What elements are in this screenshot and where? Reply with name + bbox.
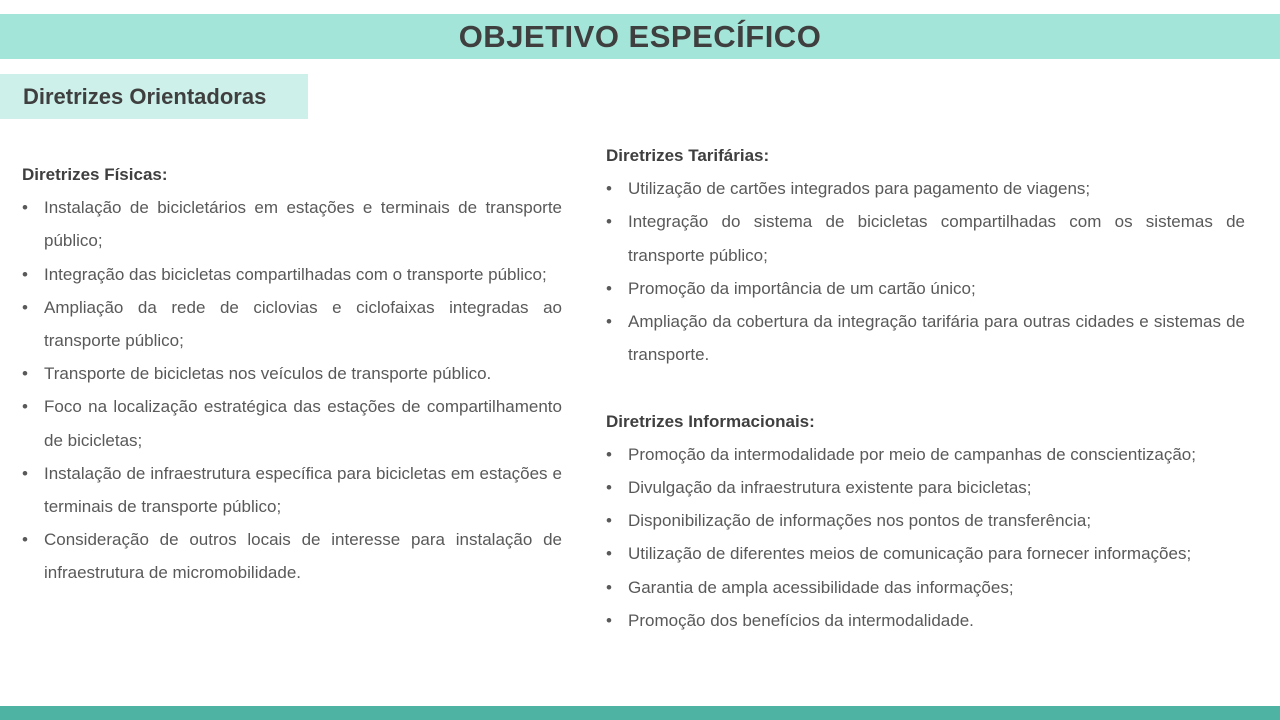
list-item: • Utilização de cartões integrados para pagamento de viagens; — [606, 172, 1245, 205]
list-item: • Promoção da importância de um cartão único; — [606, 272, 1245, 305]
bottom-bar — [0, 706, 1280, 720]
list-item: • Disponibilização de informações nos pontos de transferência; — [606, 504, 1245, 537]
list-item: • Foco na localização estratégica das estações de compartilhamento de bicicletas; — [22, 390, 562, 456]
section-heading-tarifarias: Diretrizes Tarifárias: — [606, 146, 770, 165]
list-tarifarias — [606, 172, 1245, 371]
left-column — [22, 158, 562, 590]
list-item: • Instalação de bicicletários em estações e terminais de transporte público; — [22, 191, 562, 257]
list-item: • Integração do sistema de bicicletas compartilhadas com os sistemas de transporte público; — [606, 205, 1245, 271]
list-item: • Consideração de outros locais de interesse para instalação de infraestrutura de micromobilidade. — [22, 523, 562, 589]
list-fisicas — [22, 191, 562, 589]
page-title: OBJETIVO ESPECÍFICO — [458, 19, 822, 54]
list-item: • Ampliação da cobertura da integração tarifária para outras cidades e sistemas de transporte. — [606, 305, 1245, 371]
list-item: • Integração das bicicletas compartilhadas com o transporte público; — [22, 258, 562, 291]
page-subtitle: Diretrizes Orientadoras — [23, 84, 267, 109]
list-item: • Utilização de diferentes meios de comunicação para fornecer informações; — [606, 537, 1245, 570]
list-item: • Ampliação da rede de ciclovias e ciclofaixas integradas ao transporte público; — [22, 291, 562, 357]
list-informacionais — [606, 438, 1245, 637]
list-item: • Divulgação da infraestrutura existente para bicicletas; — [606, 471, 1245, 504]
list-item: • Instalação de infraestrutura específica para bicicletas em estações e terminais de transporte público; — [22, 457, 562, 523]
section-heading-fisicas: Diretrizes Físicas: — [22, 165, 168, 184]
list-item: • Promoção da intermodalidade por meio de campanhas de conscientização; — [606, 438, 1245, 471]
list-item: • Garantia de ampla acessibilidade das informações; — [606, 571, 1245, 604]
right-column — [606, 139, 1245, 637]
section-heading-informacionais: Diretrizes Informacionais: — [606, 411, 815, 431]
list-item: • Promoção dos benefícios da intermodalidade. — [606, 604, 1245, 637]
list-item: • Transporte de bicicletas nos veículos de transporte público. — [22, 357, 562, 390]
section-spacer — [606, 371, 1245, 404]
